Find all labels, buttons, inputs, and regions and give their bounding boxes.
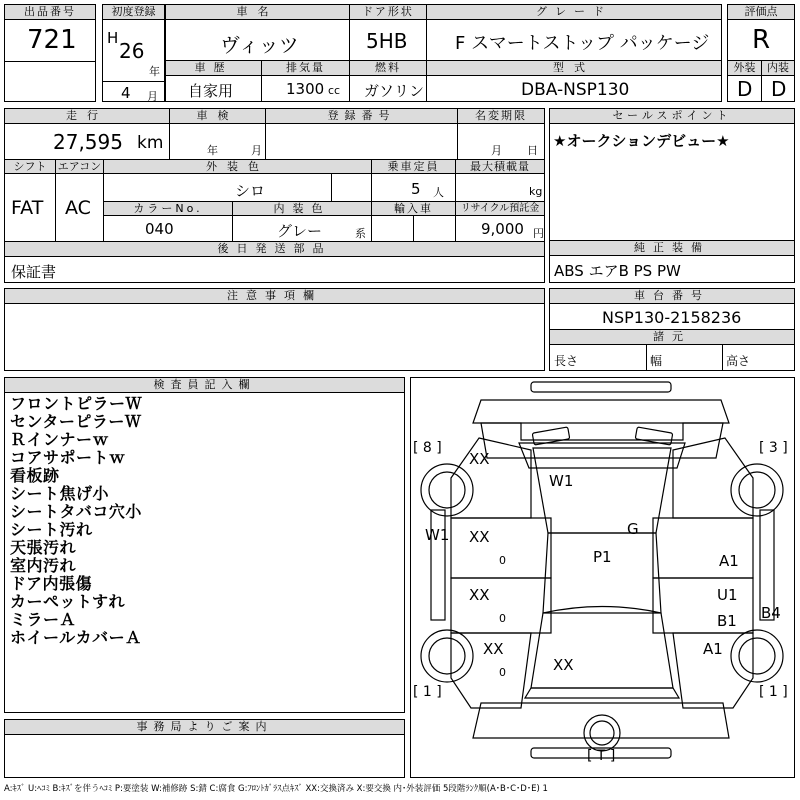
front-bumper [473, 400, 729, 423]
capacity: 5 [411, 180, 421, 198]
inspection-label: 車検 [169, 109, 265, 124]
inspection-year: 年 [207, 144, 218, 157]
displacement-label: 排気量 [262, 61, 349, 76]
damage-mark: XX [469, 586, 490, 604]
right-rear-door [653, 578, 753, 633]
inspector-item: カーペットすれ [10, 592, 126, 611]
era: H [107, 29, 119, 47]
month-unit: 月 [147, 90, 158, 103]
inspector-item: 看板跡 [10, 466, 60, 485]
fuel-box [349, 60, 427, 102]
capacity-unit: 人 [433, 186, 444, 199]
bracket-front-right: [ 3 ] [759, 440, 788, 456]
first-reg-box [102, 4, 165, 102]
score-box [727, 4, 795, 61]
later-parts-label: 後日発送部品 [5, 242, 544, 257]
capacity-label: 乗車定員 [371, 160, 455, 174]
import-label: 輸入車 [371, 202, 455, 216]
damage-mark: XX [483, 640, 504, 658]
mileage: 27,595 [53, 130, 123, 154]
damage-mark: 0 [499, 554, 506, 567]
score: R [752, 25, 771, 55]
damage-mark: A1 [719, 552, 739, 570]
spec-width: 幅 [650, 354, 663, 368]
inspector-item: 室内汚れ [10, 556, 77, 575]
damage-mark: G [627, 520, 639, 538]
change-day: 日 [527, 144, 538, 157]
inspector-item: ミラーＡ [10, 610, 77, 629]
model: DBA-NSP130 [521, 80, 630, 100]
colorno-label: カラーNo. [104, 202, 232, 216]
damage-diagram [410, 377, 795, 778]
bracket-front-left: [ 8 ] [413, 440, 442, 456]
inspector-box [4, 377, 405, 713]
history: 自家用 [188, 82, 234, 100]
bracket-rear-left: [ 1 ] [413, 684, 442, 700]
later-parts: 保証書 [11, 263, 57, 281]
shift-label: シフト [5, 160, 55, 174]
door-type: 5HB [366, 29, 408, 53]
office-box [4, 719, 405, 778]
model-label: 型式 [427, 61, 721, 76]
history-box [165, 60, 262, 102]
mileage-label: 走行 [5, 109, 169, 124]
damage-mark: 0 [499, 666, 506, 679]
inspector-label: 検査員記入欄 [5, 378, 404, 393]
displacement-box [261, 60, 350, 102]
car-name-box [165, 4, 350, 61]
chassis-label: 車台番号 [550, 289, 794, 304]
exterior-label: 外装 [728, 61, 761, 76]
inspector-item: Ｒインナーｗ [10, 430, 110, 449]
damage-mark: XX [553, 656, 574, 674]
exterior-grade: D [737, 77, 753, 101]
left-front-door [451, 518, 551, 578]
load-label: 最大積載量 [455, 160, 544, 174]
front-bumper-slot [531, 382, 671, 392]
notes-box [4, 288, 545, 371]
first-reg-label: 初度登録 [103, 5, 164, 20]
damage-mark: W1 [549, 472, 574, 490]
damage-mark: XX [469, 528, 490, 546]
spec-label: 諸元 [550, 330, 794, 345]
recycle-fee: 9,000 [481, 220, 524, 238]
notes-label: 注意事項欄 [5, 289, 544, 304]
inspector-item: 天張汚れ [10, 538, 77, 557]
damage-mark: A1 [703, 640, 723, 658]
hood [519, 443, 685, 468]
inspector-item: フロントピラーＷ [10, 394, 143, 413]
mileage-unit: km [137, 133, 164, 153]
right-fender [673, 438, 753, 518]
interior-box [761, 60, 795, 102]
inspector-item: シート汚れ [10, 520, 93, 539]
interior-grade: D [771, 77, 787, 101]
ac-label: エアコン [55, 160, 103, 174]
car-name: ヴィッツ [220, 33, 299, 57]
door-box [349, 4, 427, 61]
shift: FAT [11, 197, 44, 219]
recycle-unit: 円 [533, 227, 544, 240]
inspection-month: 月 [251, 144, 262, 157]
fuel-label: 燃料 [350, 61, 426, 76]
year-unit: 年 [149, 65, 160, 78]
inspector-item: ホイールカバーＡ [10, 628, 142, 647]
lot-label: 出品番号 [5, 5, 95, 20]
damage-mark: P1 [593, 548, 612, 566]
office-label: 事務局よりご案内 [5, 720, 404, 735]
spec-length: 長さ [554, 354, 579, 368]
history-label: 車歴 [166, 61, 261, 76]
load-unit: kg [529, 185, 543, 198]
vehicle-details-box [4, 108, 545, 283]
bracket-rear-right: [ 1 ] [759, 684, 788, 700]
front-panel [481, 423, 723, 458]
inspector-item: コアサポートｗ [10, 448, 126, 467]
inspector-item: シート焦げ小 [10, 484, 110, 503]
sales-point-box [549, 108, 795, 241]
car-name-label: 車名 [166, 5, 349, 20]
door-label: ドア形状 [350, 5, 426, 20]
displacement-unit: cc [328, 84, 341, 97]
recycle-label: リサイクル預託金 [455, 202, 544, 216]
fuel: ガソリン [364, 82, 425, 100]
grade-label: グレード [427, 5, 721, 20]
footer-legend: A:ｷｽﾞ U:ﾍｺﾐ B:ｷｽﾞを伴うﾍｺﾐ P:要塗装 W:補修跡 S:錆 C:腐食 G:ﾌﾛﾝﾄｶﾞﾗｽ点ｷｽﾞ XX:交換済み X:要交換 内･外装評価 5段階ﾗﾝｸ順(A･B･C･D･E) 1 [4, 784, 548, 794]
chassis-number: NSP130-2158236 [602, 308, 742, 327]
equipment-label: 純正装備 [550, 241, 794, 256]
intcolor-unit: 系 [355, 227, 366, 240]
equipment-box [549, 240, 795, 283]
rear-panel [525, 688, 679, 698]
bracket-spare: [ T ] [587, 748, 616, 764]
sales-point-text: ★オークションデビュー★ [553, 132, 730, 150]
inspector-item: ドア内張傷 [10, 574, 93, 593]
ac: AC [65, 197, 91, 219]
inspector-list [10, 395, 142, 647]
interior-color: グレー [277, 222, 323, 240]
windshield [533, 448, 671, 533]
lot-number: 721 [27, 25, 77, 55]
body-color: シロ [235, 182, 266, 200]
reg-month: 4 [121, 84, 131, 102]
damage-mark: W1 [425, 526, 450, 544]
interior-label: 内装 [762, 61, 794, 76]
model-box [426, 60, 722, 102]
roof [543, 533, 661, 613]
colorno: 040 [145, 220, 174, 238]
grade: F スマートストップ パッケージ [455, 33, 710, 54]
reg-year: 26 [119, 39, 145, 63]
grade-box [426, 4, 722, 61]
regno-label: 登録番号 [265, 109, 457, 124]
damage-mark: XX [469, 450, 490, 468]
damage-mark: U1 [717, 586, 738, 604]
equipment-text: ABS エアB PS PW [554, 262, 681, 280]
damage-mark: 0 [499, 612, 506, 625]
left-fender [451, 438, 531, 518]
damage-mark: B1 [717, 612, 737, 630]
score-label: 評価点 [728, 5, 794, 20]
inspector-item: センターピラーＷ [10, 412, 142, 431]
lot-box [4, 4, 96, 102]
damage-mark: B4 [761, 604, 781, 622]
intcolor-label: 内装色 [232, 202, 371, 216]
chassis-box [549, 288, 795, 371]
displacement: 1300 [286, 80, 325, 98]
change-month: 月 [491, 144, 502, 157]
rear-window [531, 607, 673, 689]
spec-height: 高さ [726, 354, 751, 368]
sales-point-label: セールスポイント [550, 109, 794, 124]
exterior-box [727, 60, 762, 102]
inspector-item: シートタバコ穴小 [10, 502, 142, 521]
color-label: 外装色 [103, 160, 371, 174]
change-label: 名変期限 [457, 109, 544, 124]
